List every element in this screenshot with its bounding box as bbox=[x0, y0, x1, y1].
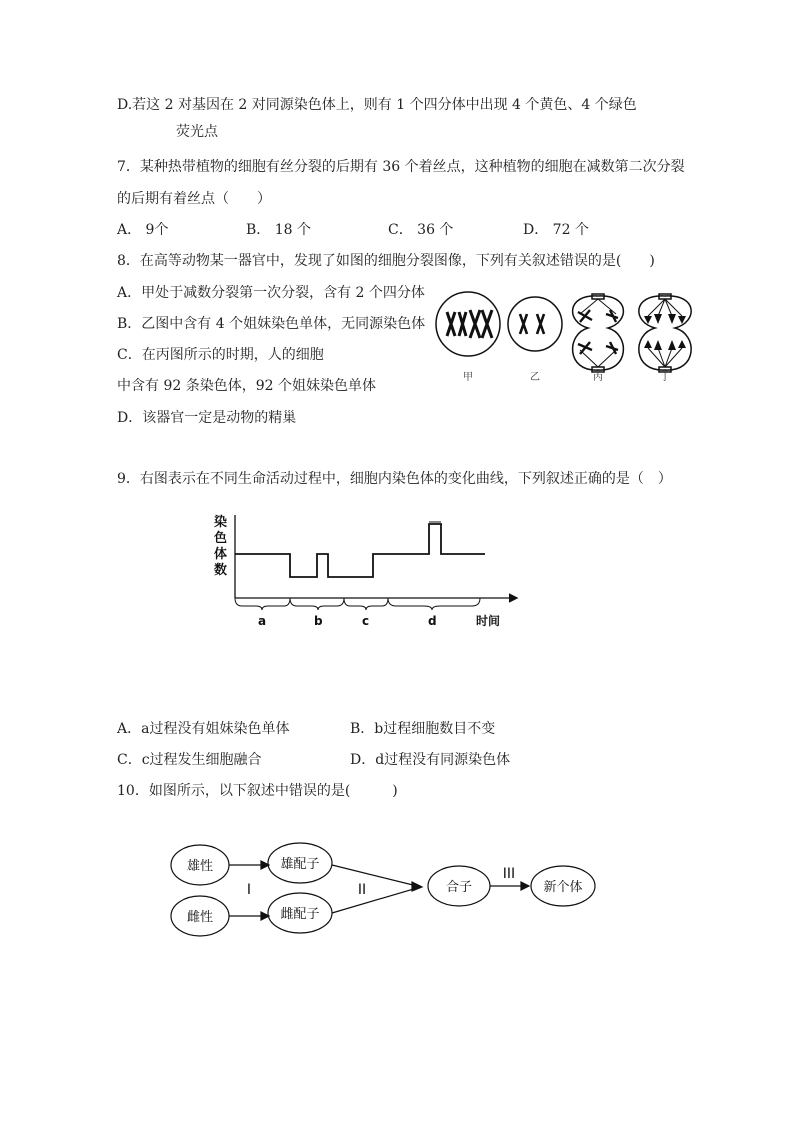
stage-label-2: II bbox=[357, 882, 367, 898]
x-axis-label: 时间 bbox=[476, 614, 501, 628]
q9-chromosome-curve bbox=[210, 510, 530, 635]
label-male: 雄性 bbox=[186, 859, 214, 874]
segment-label-d: d bbox=[428, 614, 437, 628]
q9-option-c: C．c过程发生细胞融合 bbox=[117, 752, 262, 768]
q8-option-b: B．乙图中含有 4 个姐妹染色单体，无同源染色体 bbox=[117, 316, 426, 332]
q8-option-d: D．该器官一定是动物的精巢 bbox=[117, 410, 297, 426]
q7-option-a: A． 9个 bbox=[117, 222, 169, 238]
q9-option-b: B．b过程细胞数目不变 bbox=[350, 721, 496, 737]
y-label-1: 染 bbox=[214, 515, 228, 530]
q8-option-c-line2: 中含有 92 条染色体，92 个姐妹染色单体 bbox=[117, 378, 376, 394]
q6-option-d-line2: 荧光点 bbox=[176, 124, 218, 140]
label-male-gamete: 雄配子 bbox=[280, 857, 320, 872]
q9-option-d: D．d过程没有同源染色体 bbox=[350, 752, 511, 768]
q10-stem: 10．如图所示，以下叙述中错误的是( ) bbox=[117, 783, 398, 799]
q7-option-b: B． 18 个 bbox=[246, 222, 312, 238]
label-female-gamete: 雌配子 bbox=[280, 907, 320, 922]
stage-label-3: III bbox=[502, 866, 516, 882]
y-label-2: 色 bbox=[214, 531, 228, 546]
q8-option-a: A．甲处于减数分裂第一次分裂，含有 2 个四分体 bbox=[117, 285, 425, 301]
fig-label-ding: 丁 bbox=[660, 372, 670, 383]
q6-option-d-line1: D.若这 2 对基因在 2 对同源染色体上，则有 1 个四分体中出现 4 个黄色、4 个绿色 bbox=[117, 97, 637, 113]
q7-stem-line2: 的后期有着丝点（ ） bbox=[117, 191, 271, 207]
q7-option-c: C． 36 个 bbox=[388, 222, 454, 238]
fig-label-jia: 甲 bbox=[463, 372, 473, 383]
q7-stem-line1: 7．某种热带植物的细胞有丝分裂的后期有 36 个着丝点，这种植物的细胞在减数第二次分裂 bbox=[117, 159, 685, 175]
label-new-individual: 新个体 bbox=[543, 880, 583, 895]
fig-label-bing: 丙 bbox=[593, 372, 603, 383]
fig-label-yi: 乙 bbox=[530, 372, 540, 383]
stage-label-1: I bbox=[246, 882, 252, 898]
q9-stem: 9．右图表示在不同生命活动过程中，细胞内染色体的变化曲线，下列叙述正确的是（ ） bbox=[117, 471, 672, 487]
y-label-3: 体 bbox=[214, 547, 228, 562]
q8-option-c-line1: C．在丙图所示的时期，人的细胞 bbox=[117, 347, 324, 363]
label-zygote: 合子 bbox=[445, 880, 473, 895]
q7-option-d: D． 72 个 bbox=[523, 222, 589, 238]
segment-label-c: c bbox=[362, 614, 370, 628]
q9-option-a: A．a过程没有姐妹染色单体 bbox=[117, 721, 290, 737]
segment-label-a: a bbox=[258, 614, 267, 628]
q8-cell-division-figure bbox=[430, 284, 700, 384]
q8-stem: 8．在高等动物某一器官中，发现了如图的细胞分裂图像，下列有关叙述错误的是( ) bbox=[117, 253, 655, 269]
segment-label-b: b bbox=[314, 614, 323, 628]
q10-reproduction-diagram bbox=[165, 832, 615, 942]
y-label-4: 数 bbox=[214, 563, 228, 578]
label-female: 雌性 bbox=[186, 910, 214, 925]
